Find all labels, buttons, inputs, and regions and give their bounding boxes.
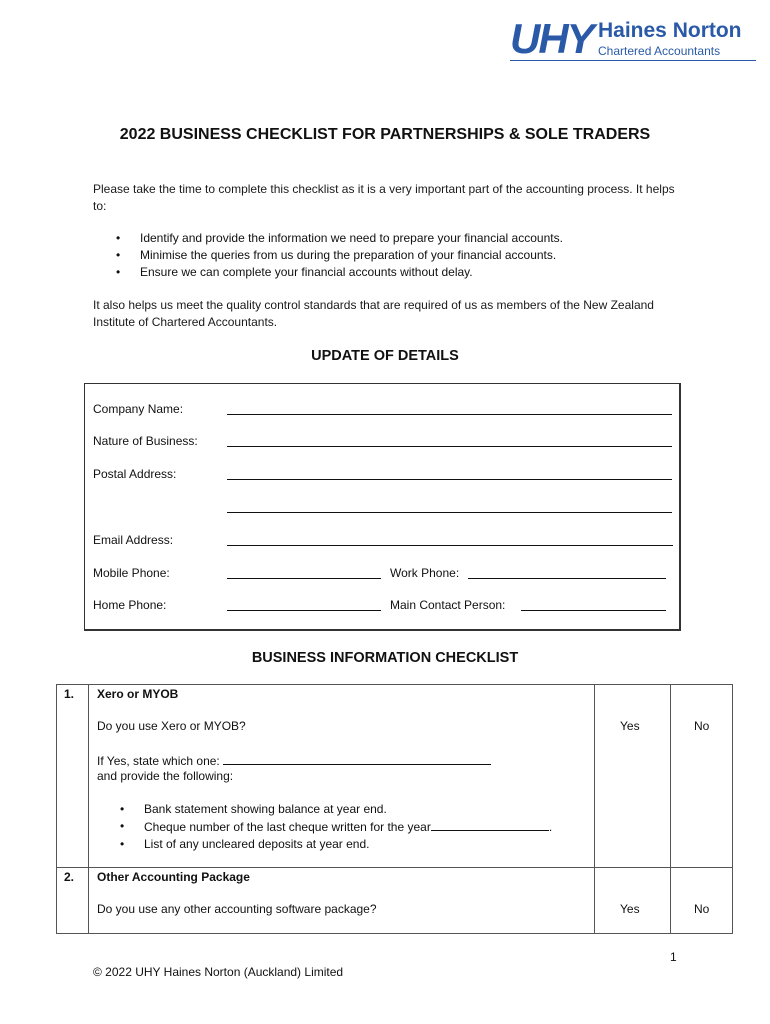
intro-bullet: • Minimise the queries from us during the preparation of your financial accounts. [115,247,563,264]
no-option[interactable]: No [694,719,710,733]
work-phone-label: Work Phone: [390,566,460,580]
page-number: 1 [670,950,677,964]
postal-address-label: Postal Address: [93,467,177,481]
intro-bullet: • Identify and provide the information we need to prepare your financial accounts. [115,230,563,247]
list-item: • Cheque number of the last cheque written for the year . [119,818,552,836]
item-content-cell [89,685,595,868]
cheque-number-field[interactable] [431,818,549,831]
logo-rule [510,60,756,61]
intro-bullet: • Ensure we can complete your financial accounts without delay. [115,264,563,281]
item-content-cell [89,868,595,934]
logo-mark: UHY [510,15,593,62]
intro-closing: It also helps us meet the quality control standards that are required of us as members of the New Zealand Institute of Chartered Accountants. [93,298,654,329]
item-title: Xero or MYOB [97,687,179,701]
checklist-table [56,684,733,934]
item-question: Do you use any other accounting software package? [97,902,377,916]
email-address-label: Email Address: [93,533,174,547]
list-item: • List of any uncleared deposits at year end. [119,836,552,853]
checklist-heading: BUSINESS INFORMATION CHECKLIST [251,650,519,666]
logo-name: Haines Norton [598,19,742,42]
list-item: • Bank statement showing balance at year end. [119,801,552,818]
company-name-field[interactable] [227,402,672,418]
table-row [57,868,733,934]
main-contact-label: Main Contact Person: [390,598,506,612]
item-provide: and provide the following: [97,769,234,783]
page-title: 2022 BUSINESS CHECKLIST FOR PARTNERSHIPS & SOLE TRADERS [119,126,651,143]
no-cell[interactable] [671,868,733,934]
intro-bullet-list [115,230,563,281]
yes-cell[interactable] [595,868,671,934]
postal-address-field-1[interactable] [227,467,672,483]
work-phone-field[interactable] [468,566,666,582]
mobile-phone-field[interactable] [227,566,381,582]
main-contact-field[interactable] [521,598,666,614]
item-bullet-list [119,801,552,853]
item-number-cell [57,685,89,868]
no-option[interactable]: No [694,902,710,916]
nature-of-business-field[interactable] [227,434,672,450]
details-form-box [84,383,681,631]
postal-address-field-2[interactable] [227,500,672,516]
item-title: Other Accounting Package [97,870,250,884]
item-number: 1. [64,687,75,701]
yes-cell[interactable] [595,685,671,868]
table-row [57,685,733,868]
item-number: 2. [64,870,75,884]
yes-option[interactable]: Yes [620,902,640,916]
item-question: Do you use Xero or MYOB? [97,719,246,733]
nature-of-business-label: Nature of Business: [93,434,198,448]
logo-subtitle: Chartered Accountants [598,44,721,58]
uhy-logo [510,16,760,72]
yes-option[interactable]: Yes [620,719,640,733]
item-number-cell [57,868,89,934]
software-name-field[interactable] [223,752,491,765]
company-name-label: Company Name: [93,402,184,416]
intro-paragraph: Please take the time to complete this checklist as it is a very important part of the accounting process. It helps to: [93,182,675,213]
details-heading: UPDATE OF DETAILS [311,348,459,364]
copyright-notice: © 2022 UHY Haines Norton (Auckland) Limited [93,965,344,979]
email-address-field[interactable] [227,533,673,549]
home-phone-field[interactable] [227,598,381,614]
no-cell[interactable] [671,685,733,868]
mobile-phone-label: Mobile Phone: [93,566,170,580]
item-if-yes: If Yes, state which one: [97,752,491,768]
home-phone-label: Home Phone: [93,598,167,612]
